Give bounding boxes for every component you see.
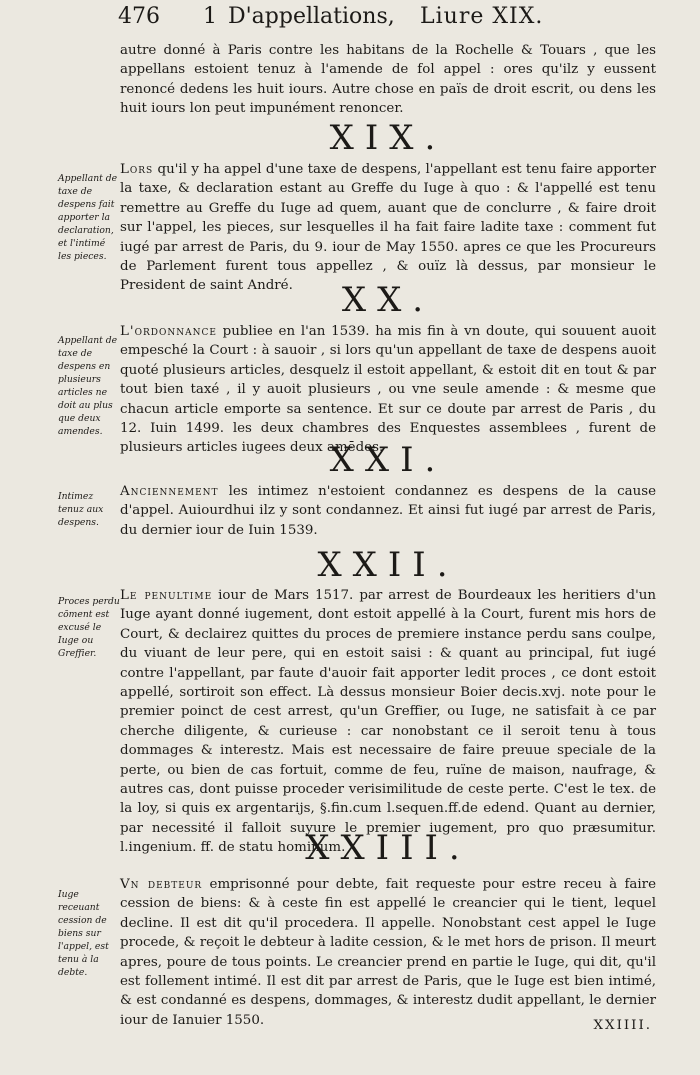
book-label: Liure XIX.: [420, 4, 544, 29]
paragraph-xix: [120, 160, 656, 296]
running-header: [118, 4, 678, 38]
paragraph-text: publiee en l'an 1539. ha mis fin à vn doute, qui souuent auoit empesché la Court : à sauoir , si lors qu'un appellant de taxe de despens auoit quoté plusieurs articles, desquelz il estoit appellant, & estoit dit en tout & par tout bien taxé , il y auoit plusieurs , ou vne seule amende : & mesme que chacun article emporte sa sentence. Et sur ce doute par arrest de Paris , du 12. Iuin 1499. les deux chambres des Enquestes assemblees , furent de plusieurs articles iugees deux amēdes.: [120, 324, 656, 456]
margin-note-xxiii: Iuge receuant cession de biens sur l'appel, est tenu à la debte.: [58, 889, 109, 978]
paragraph-text: les intimez n'estoient condannez es despens de la cause d'appel. Auiourdhui ilz y sont condannez. Et ainsi fut iugé par arrest de Paris, du dernier iour de Iuin 1539.: [120, 484, 656, 538]
section-heading-xxi: XXI.: [329, 440, 447, 480]
lead-word: Anciennement: [120, 484, 219, 499]
continuation-paragraph: autre donné à Paris contre les habitans de la Rochelle & Touars , que les appellans estoient tenuz à l'amende de fol appel : ores qu'ilz y eussent renoncé dedens les huit iours. Autre chose en païs de droit escrit, ou dens les huit iours lon peut impunément renoncer.: [120, 43, 656, 117]
paragraph-text: emprisonné pour debte, fait requeste pour estre receu à faire cession de biens: & à ceste fin est appellé le creancier qui le tient, lequel decline. Il est dit qu'il procedera. Il appelle. Nonobstant cest appel le Iuge procede, & reçoit le debteur à ladite cession, & le met hors de prison. Il meurt apres, poure de tous points. Le creancier prend en partie le Iuge, qui dit, qu'il est follement intimé. Il est dit par arrest de Paris, que le Iuge est bien intimé, & est condanné es despens, dommages, & interestz dudit appellant, le dernier iour de Ianuier 1550.: [120, 877, 656, 1028]
margin-note-xxii: Proces perdu cōment est excusé le Iuge ou Greffier.: [58, 596, 120, 659]
paragraph-text: iour de Mars 1517. par arrest de Bourdeaux les heritiers d'un Iuge ayant donné iugement, dont estoit appellé à la Court, furent mis hors de Court, & declairez quittes du proces de premiere instance perdu sans coulpe, du viuant de leur pere, qui en estoit saisi : & quant au principal, fut iugé contre l'appellant, par faute d'auoir fait apporter ledit proces , ce dont estoit appellé, sortiroit son effect. Là dessus monsieur Boier decis.xvj. note pour le premier poinct de cest arrest, qu'un Greffier, ou Iuge, ne satisfait à ce par cherche diligente, & curieuse : car nonobstant ce il seroit tenu à tous dommages & interestz. Mais est necessaire de faire preuue speciale de la perte, ou bien de cas fortuit, comme de feu, ruïne de maison, naufrage, & autres cas, dont puisse proceder verisimilitude de ceste perte. C'est le tex. de la loy, si quis ex argentarijs, §.fin.cum l.sequen.ff.de edend. Quant au dernier, par necessité il falloit suyure le premier iugement, pro quo præsumitur. l.ingenium. ff. de statu hominum.: [120, 588, 656, 856]
margin-note-xxi: Intimez tenuz aux despens.: [58, 491, 104, 528]
margin-note-xx: Appellant de taxe de despens en plusieurs articles ne doit au plus que deux amendes.: [58, 335, 118, 437]
page-number: 476: [118, 4, 160, 29]
section-heading-xx: XX.: [341, 280, 435, 320]
paragraph-text: qu'il y ha appel d'une taxe de despens, l'appellant est tenu faire apporter la taxe, & declaration estant au Greffe du Iuge à quo : & l'appellé est tenu remettre au Greffe du Iuge ad quem, auant que de conclurre , & faire droit sur l'appel, les pieces, sur lesquelles il ha fait faire ladite taxe : comment fut iugé par arrest de Paris, du 9. iour de May 1550. apres ce que les Procureurs de Parlement furent tous appellez , & ouïz là dessus, par monsieur le President de saint André.: [120, 162, 656, 294]
paragraph-xxiii: [120, 875, 656, 1030]
margin-note-xix: Appellant de taxe de despens fait apporter la declaration, et l'intimé les pieces.: [58, 173, 118, 262]
signature-mark: 1: [203, 4, 217, 29]
paragraph-xxii: [120, 586, 656, 858]
lead-word: Vn debteur: [120, 877, 203, 892]
running-title: D'appellations,: [228, 4, 395, 29]
paragraph-xx: [120, 322, 656, 458]
lead-word: Lors: [120, 162, 154, 177]
lead-word: Le penultime: [120, 588, 213, 603]
paragraph-xxi: [120, 482, 656, 540]
lead-word: L'ordonnance: [120, 324, 217, 339]
section-heading-xxii: XXII.: [317, 545, 459, 585]
section-heading-xxiii: XXIII.: [305, 828, 471, 868]
catchword: XXIIII.: [593, 1018, 652, 1033]
section-heading-xix: XIX.: [329, 118, 447, 158]
